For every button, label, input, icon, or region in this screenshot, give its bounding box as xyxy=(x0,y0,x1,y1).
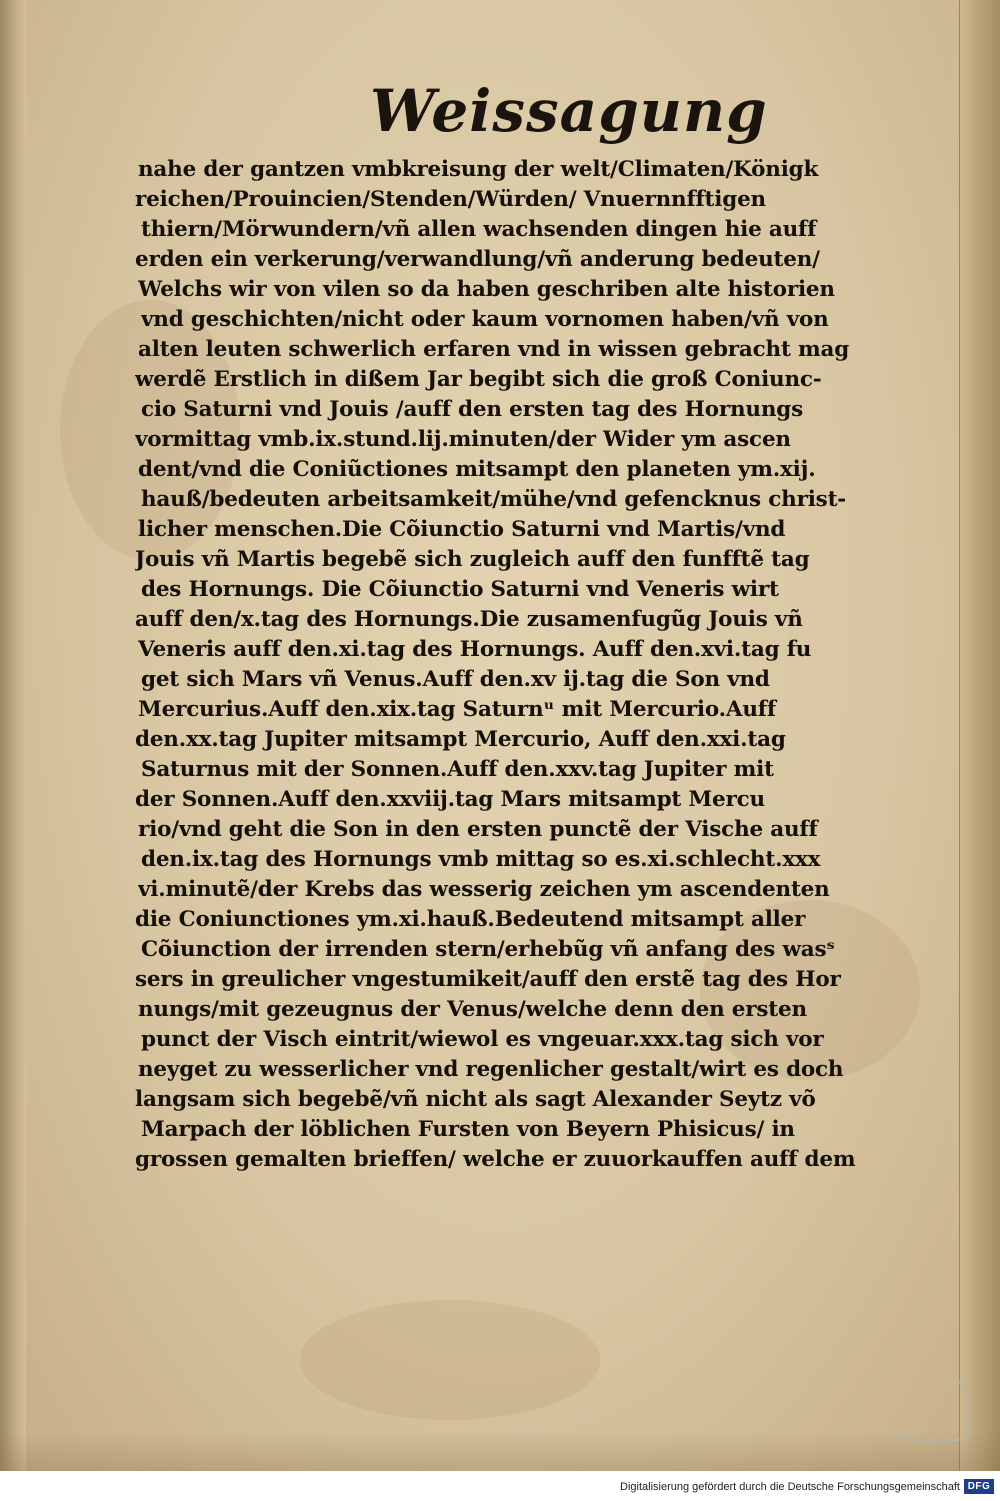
text-line: thiern/Mörwundern/vñ allen wachsenden dingen hie auff xyxy=(141,217,817,242)
text-line: auff den/x.tag des Hornungs.Die zusamenfugũg Jouis vñ xyxy=(135,607,803,632)
text-line: vnd geschichten/nicht oder kaum vornomen haben/vñ von xyxy=(141,307,829,332)
text-line: nahe der gantzen vmbkreisung der welt/Climaten/Königk xyxy=(138,157,819,182)
footer-bar xyxy=(0,1471,1000,1501)
text-line: werdẽ Erstlich in dißem Jar begibt sich die groß Coniunc- xyxy=(135,367,822,392)
text-line: grossen gemalten brieffen/ welche er zuuorkauffen auff dem xyxy=(135,1147,856,1172)
text-line: alten leuten schwerlich erfaren vnd in wissen gebracht mag xyxy=(138,337,850,362)
text-line: des Hornungs. Die Cõiunctio Saturni vnd Veneris wirt xyxy=(141,577,779,602)
text-line: Saturnus mit der Sonnen.Auff den.xxv.tag Jupiter mit xyxy=(141,757,774,782)
text-line: vi.minutẽ/der Krebs das wesserig zeichen ym ascendenten xyxy=(138,877,830,902)
text-line: den.xx.tag Jupiter mitsampt Mercurio, Auff den.xxi.tag xyxy=(135,727,786,752)
text-line: punct der Visch eintrit/wiewol es vngeuar.xxx.tag sich vor xyxy=(141,1027,824,1052)
page-bottom-shadow xyxy=(0,1431,1000,1471)
body-text xyxy=(135,155,915,1175)
binding-clip-mark xyxy=(876,1367,970,1441)
text-line: get sich Mars vñ Venus.Auff den.xv ij.tag die Son vnd xyxy=(141,667,770,692)
text-line: Welchs wir von vilen so da haben geschriben alte historien xyxy=(138,277,835,302)
text-line: dent/vnd die Coniũctiones mitsampt den planeten ym.xij. xyxy=(138,457,816,482)
text-line: Marpach der löblichen Fursten von Beyern Phisicus/ in xyxy=(141,1117,795,1142)
text-line: nungs/mit gezeugnus der Venus/welche denn den ersten xyxy=(138,997,807,1022)
text-line: licher menschen.Die Cõiunctio Saturni vnd Martis/vnd xyxy=(138,517,786,542)
footer-credit: Digitalisierung gefördert durch die Deutsche Forschungsgemeinschaft xyxy=(620,1481,960,1493)
text-line: der Sonnen.Auff den.xxviij.tag Mars mitsampt Mercu xyxy=(135,787,765,812)
text-line: hauß/bedeuten arbeitsamkeit/mühe/vnd gefencknus christ- xyxy=(141,487,847,512)
text-line: Mercurius.Auff den.xix.tag Saturnᵘ mit Mercurio.Auff xyxy=(138,697,776,722)
text-line: Cõiunction der irrenden stern/erhebũg vñ anfang des wasˢ xyxy=(141,937,835,962)
text-line: erden ein verkerung/verwandlung/vñ anderung bedeuten/ xyxy=(135,247,820,272)
text-line: den.ix.tag des Hornungs vmb mittag so es.xi.schlecht.xxx xyxy=(141,847,821,872)
text-line: Jouis vñ Martis begebẽ sich zugleich auff den funfftẽ tag xyxy=(135,547,810,572)
text-line: vormittag vmb.ix.stund.lij.minuten/der Wider ym ascen xyxy=(135,427,791,452)
text-line: die Coniunctiones ym.xi.hauß.Bedeutend mitsampt aller xyxy=(135,907,806,932)
text-line: neyget zu wesserlicher vnd regenlicher gestalt/wirt es doch xyxy=(138,1057,844,1082)
text-line: reichen/Prouincien/Stenden/Würden/ Vnuernnfftigen xyxy=(135,187,766,212)
dfg-logo-icon: DFG xyxy=(964,1479,994,1494)
book-spine xyxy=(959,0,1000,1501)
text-line: rio/vnd geht die Son in den ersten punctẽ der Vische auff xyxy=(138,817,818,842)
text-line: langsam sich begebẽ/vñ nicht als sagt Alexander Seytz võ xyxy=(135,1087,816,1112)
text-line: cio Saturni vnd Jouis /auff den ersten tag des Hornungs xyxy=(141,397,804,422)
page-left-edge xyxy=(0,0,26,1501)
text-line: Veneris auff den.xi.tag des Hornungs. Auff den.xvi.tag fu xyxy=(138,637,812,662)
paper-stain xyxy=(300,1300,600,1420)
page-heading: Weissagung xyxy=(370,77,768,145)
text-line: sers in greulicher vngestumikeit/auff den erstẽ tag des Hor xyxy=(135,967,841,992)
